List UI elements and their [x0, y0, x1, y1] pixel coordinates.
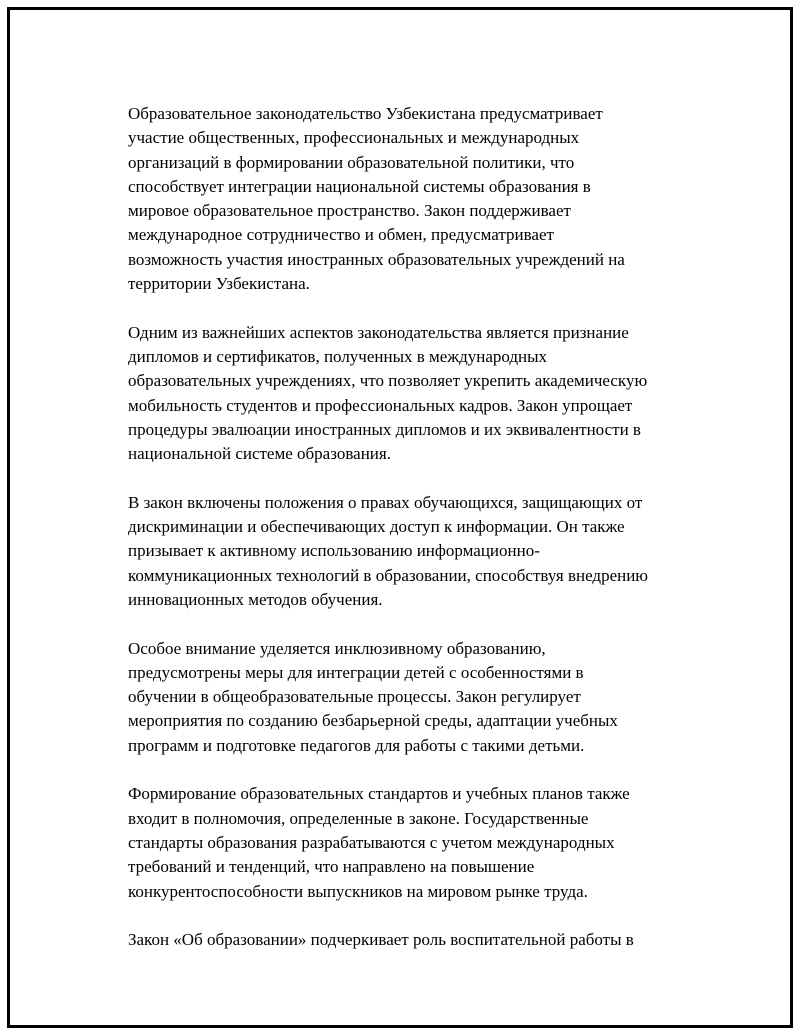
page-frame — [7, 7, 793, 1028]
paragraph-1: Образовательное законодательство Узбекистана предусматривает участие общественных, профессиональных и международных организаций в формировании образовательной политики, что способствует интеграции национальной системы образования в мировое образовательное пространство. Закон поддерживает международное сотрудничество и обмен, предусматривает возможность участия иностранных образовательных учреждений на территории Узбекистана. — [128, 104, 625, 294]
paragraph-4: Особое внимание уделяется инклюзивному образованию, предусмотрены меры для интеграции детей с особенностями в обучении в общеобразовательные процессы. Закон регулирует мероприятия по созданию безбарьерной среды, адаптации учебных программ и подготовке педагогов для работы с такими детьми. — [128, 638, 618, 755]
document-body — [128, 102, 696, 977]
paragraph-5: Формирование образовательных стандартов и учебных планов также входит в полномочия, определенные в законе. Государственные стандарты образования разрабатываются с учетом международных требований и тенденций, что направлено на повышение конкурентоспособности выпускников на мировом рынке труда. — [128, 784, 630, 901]
paragraph-6: Закон «Об образовании» подчеркивает роль воспитательной работы в — [128, 930, 634, 950]
paragraph-3: В закон включены положения о правах обучающихся, защищающих от дискриминации и обеспечивающих доступ к информации. Он также призывает к активному использованию информационно- коммуникационных технологий в образовании, способствуя внедрению инновационных методов обучения. — [128, 492, 649, 609]
paragraph-2: Одним из важнейших аспектов законодательства является признание дипломов и сертификатов, полученных в международных образовательных учреждениях, что позволяет укрепить академическую мобильность студентов и профессиональных кадров. Закон упрощает процедуры эвалюации иностранных дипломов и их эквивалентности в национальной системе образования. — [128, 322, 648, 464]
